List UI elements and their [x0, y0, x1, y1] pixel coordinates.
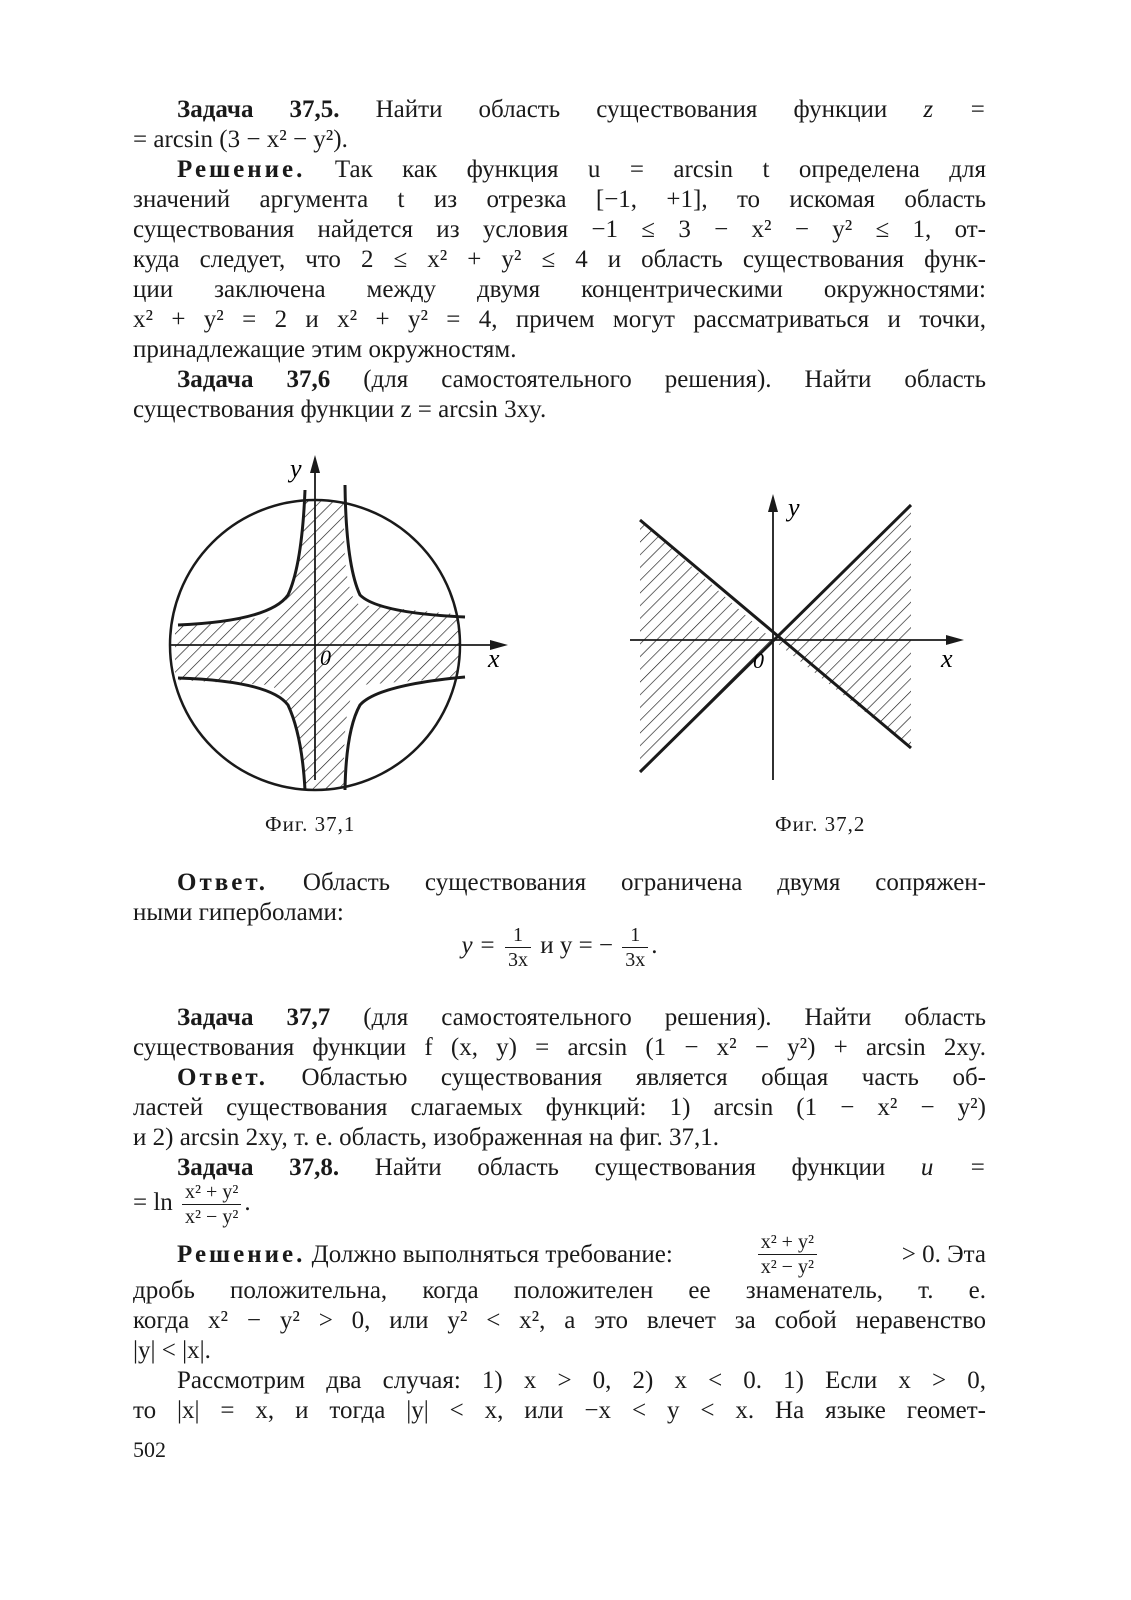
- denominator: 3x: [507, 949, 528, 971]
- origin-label: 0: [320, 645, 331, 670]
- text-line: когда x² − y² > 0, или y² < x², а это влечет за собой неравенство: [133, 1307, 986, 1334]
- text-span: Так как функция u = arcsin t определена для: [305, 156, 986, 183]
- text-line: [133, 1153, 986, 1183]
- text-span: (для самостоятельного решения). Найти область: [330, 366, 986, 393]
- origin-label: 0: [753, 648, 764, 673]
- problem-heading: Задача 37,6: [177, 366, 331, 393]
- figure-caption: Фиг. 37,2: [775, 812, 866, 836]
- numerator: x² + y²: [182, 1182, 241, 1205]
- text-line: [133, 1063, 986, 1093]
- text-line: ными гиперболами:: [133, 899, 344, 926]
- text-span: [177, 1241, 673, 1269]
- text-line: ластей существования слагаемых функций: 1) arcsin (1 − x² − y²): [133, 1094, 986, 1121]
- problem-heading: Задача 37,5.: [177, 96, 340, 123]
- solution-37-8-line: [177, 1232, 986, 1277]
- ln-expression: [133, 1182, 251, 1227]
- solution-37-8-block: [133, 1276, 986, 1426]
- problem-37-7-block: [133, 1003, 986, 1183]
- problem-heading: Задача 37,7: [177, 1004, 331, 1031]
- text-line: Рассмотрим два случая: 1) x > 0, 2) x < 0. 1) Если x > 0,: [177, 1367, 986, 1394]
- equation-part: и y = −: [540, 932, 614, 960]
- figure-37-2: [628, 490, 973, 785]
- text-line: |y| < |x|.: [133, 1337, 211, 1364]
- text-span: Область существования ограничена двумя сопряжен-: [267, 869, 986, 896]
- text-line: [133, 95, 986, 125]
- denominator: x² − y²: [185, 1206, 239, 1228]
- page-number: 502: [133, 1437, 166, 1462]
- y-axis-label: y: [788, 493, 800, 522]
- text-line: существования функции z = arcsin 3xy.: [133, 396, 547, 423]
- text-span: Областью существования является общая часть об-: [267, 1064, 986, 1091]
- text-line: [133, 155, 986, 185]
- equation-part: = ln: [133, 1189, 173, 1217]
- text-span: > 0. Эта: [901, 1240, 986, 1268]
- text-line: ции заключена между двумя концентрическими окружностями:: [133, 276, 986, 303]
- equation-part: .: [244, 1189, 251, 1217]
- numerator: 1: [505, 925, 531, 948]
- text-line: существования найдется из условия −1 ≤ 3 − x² − y² ≤ 1, от-: [133, 216, 986, 243]
- answer-heading: Ответ.: [177, 869, 268, 896]
- solution-heading: Решение.: [177, 156, 306, 183]
- text-line: [133, 868, 986, 898]
- y-axis-label: y: [290, 454, 302, 483]
- y-axis-arrow: [310, 455, 320, 473]
- problem-37-5-block: [133, 95, 986, 425]
- text-span: Найти область существования функции: [339, 96, 924, 123]
- equation-part: .: [651, 932, 658, 960]
- denominator: x² − y²: [760, 1256, 814, 1278]
- text-line: существования функции f (x, y) = arcsin (1 − x² − y²) + arcsin 2xy.: [133, 1034, 986, 1061]
- fraction: [758, 1232, 817, 1277]
- y-axis-arrow: [768, 494, 778, 512]
- x-axis-label: x: [941, 644, 953, 673]
- figure-caption: Фиг. 37,1: [265, 812, 356, 836]
- answer-heading: Ответ.: [177, 1064, 268, 1091]
- problem-heading: Задача 37,8.: [177, 1154, 340, 1181]
- solution-heading: Решение.: [177, 1240, 306, 1268]
- answer-37-6-block: [133, 868, 986, 928]
- numerator: 1: [622, 925, 648, 948]
- shaded-region: [175, 485, 465, 795]
- text-line: = arcsin (3 − x² − y²).: [133, 126, 348, 153]
- text-span: (для самостоятельного решения). Найти область: [330, 1004, 986, 1031]
- text-line: значений аргумента t из отрезка [−1, +1], то искомая область: [133, 186, 986, 213]
- text-span: u =: [920, 1154, 986, 1181]
- shaded-region-left: [640, 520, 773, 772]
- hyperbola-equations: [133, 925, 986, 970]
- text-line: то |x| = x, и тогда |y| < x, или −x < y < x. На языке геомет-: [133, 1397, 986, 1424]
- text-line: принадлежащие этим окружностям.: [133, 336, 517, 363]
- text-line: [133, 1003, 986, 1033]
- numerator: x² + y²: [758, 1232, 817, 1255]
- text-line: x² + y² = 2 и x² + y² = 4, причем могут рассматриваться и точки,: [133, 306, 986, 333]
- text-line: [133, 365, 986, 395]
- denominator: 3x: [625, 949, 646, 971]
- text-line: дробь положительна, когда положителен ее знаменатель, т. е.: [133, 1277, 986, 1304]
- hyperbola-branch: [345, 485, 465, 617]
- text-span: z =: [923, 96, 986, 123]
- shaded-region-right: [773, 505, 911, 748]
- text-span: Найти область существования функции: [339, 1154, 921, 1181]
- hyperbola-branch: [345, 677, 465, 790]
- x-axis-label: x: [488, 644, 500, 673]
- fraction: [505, 925, 531, 970]
- figure-37-1: [160, 445, 530, 795]
- fraction: [182, 1182, 241, 1227]
- text-line: куда следует, что 2 ≤ x² + y² ≤ 4 и область существования функ-: [133, 246, 986, 273]
- fraction: [622, 925, 648, 970]
- text-line: и 2) arcsin 2xy, т. е. область, изображенная на фиг. 37,1.: [133, 1124, 720, 1151]
- text-span: Должно выполняться требование:: [305, 1240, 673, 1268]
- equation-part: y =: [461, 932, 496, 960]
